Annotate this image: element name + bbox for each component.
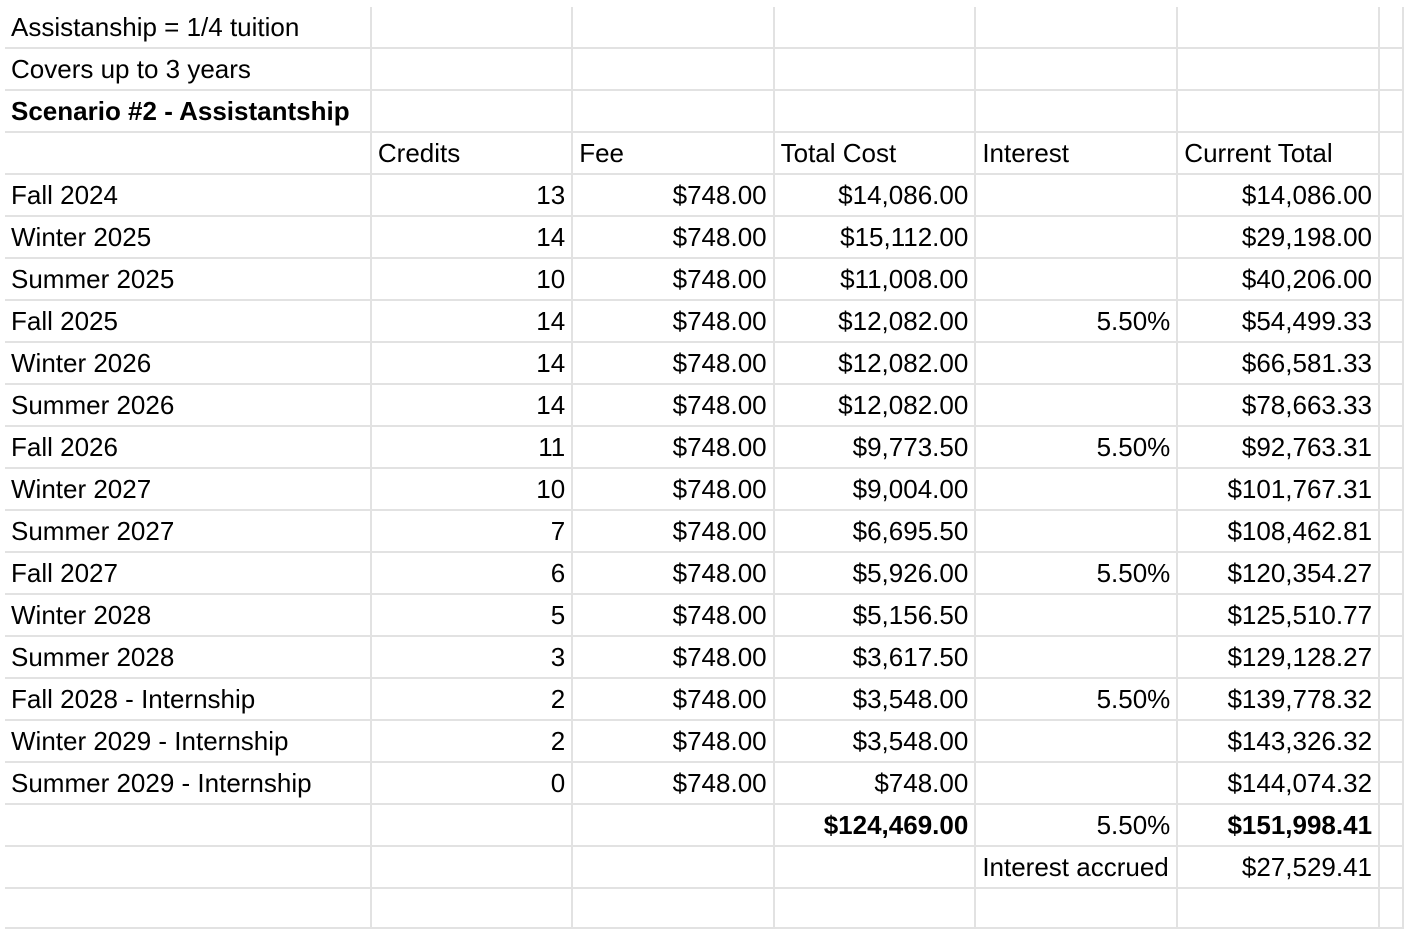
empty-cell[interactable] (774, 90, 976, 132)
empty-cell[interactable] (572, 7, 773, 48)
fee-cell[interactable]: $748.00 (572, 342, 773, 384)
credits-cell[interactable]: 5 (371, 594, 572, 636)
empty-cell[interactable] (975, 48, 1177, 90)
header-fee[interactable]: Fee (572, 132, 773, 174)
header-row (5, 132, 1403, 174)
current-total-cell[interactable]: $139,778.32 (1177, 678, 1379, 720)
header-total-cost[interactable]: Total Cost (774, 132, 976, 174)
current-total-cell[interactable]: $108,462.81 (1177, 510, 1379, 552)
empty-cell[interactable] (1379, 258, 1403, 300)
term-row (5, 678, 1403, 720)
scenario-title-row (5, 90, 1403, 132)
empty-cell[interactable] (774, 7, 976, 48)
current-total-cell[interactable]: $14,086.00 (1177, 174, 1379, 216)
interest-cell[interactable] (975, 762, 1177, 804)
fee-cell[interactable]: $748.00 (572, 510, 773, 552)
empty-cell[interactable] (5, 804, 371, 846)
current-total-cell[interactable]: $120,354.27 (1177, 552, 1379, 594)
interest-cell[interactable] (975, 468, 1177, 510)
term-cell[interactable]: Summer 2025 (5, 258, 371, 300)
spreadsheet-grid (5, 7, 1404, 929)
term-row (5, 300, 1403, 342)
empty-cell[interactable] (1379, 804, 1403, 846)
term-row (5, 216, 1403, 258)
credits-cell[interactable]: 11 (371, 426, 572, 468)
fee-cell[interactable]: $748.00 (572, 552, 773, 594)
term-cell[interactable]: Fall 2024 (5, 174, 371, 216)
empty-cell[interactable] (1379, 552, 1403, 594)
term-cell[interactable]: Summer 2029 - Internship (5, 762, 371, 804)
interest-cell[interactable] (975, 258, 1177, 300)
term-cell[interactable]: Fall 2028 - Internship (5, 678, 371, 720)
empty-cell[interactable] (975, 888, 1177, 928)
interest-accrued-label[interactable]: Interest accrued (975, 846, 1177, 888)
fee-cell[interactable]: $748.00 (572, 720, 773, 762)
empty-cell[interactable] (774, 846, 976, 888)
total-cost-cell[interactable]: $12,082.00 (774, 300, 976, 342)
empty-cell[interactable] (572, 48, 773, 90)
term-cell[interactable]: Winter 2025 (5, 216, 371, 258)
term-cell[interactable]: Winter 2027 (5, 468, 371, 510)
current-total-cell[interactable]: $92,763.31 (1177, 426, 1379, 468)
term-cell[interactable]: Fall 2026 (5, 426, 371, 468)
fee-cell[interactable]: $748.00 (572, 174, 773, 216)
empty-cell[interactable] (371, 90, 572, 132)
credits-cell[interactable]: 6 (371, 552, 572, 594)
interest-cell[interactable] (975, 342, 1177, 384)
empty-cell[interactable] (1379, 636, 1403, 678)
header-credits[interactable]: Credits (371, 132, 572, 174)
note-row (5, 48, 1403, 90)
empty-cell[interactable] (5, 846, 371, 888)
trailing-row (5, 888, 1403, 928)
term-cell[interactable]: Winter 2026 (5, 342, 371, 384)
empty-cell[interactable] (5, 888, 371, 928)
current-total-cell[interactable]: $40,206.00 (1177, 258, 1379, 300)
total-cost-cell[interactable]: $748.00 (774, 762, 976, 804)
interest-cell[interactable] (975, 720, 1177, 762)
credits-cell[interactable]: 14 (371, 300, 572, 342)
fee-cell[interactable]: $748.00 (572, 426, 773, 468)
empty-cell[interactable] (1379, 594, 1403, 636)
empty-cell[interactable] (1379, 426, 1403, 468)
term-cell[interactable]: Summer 2026 (5, 384, 371, 426)
current-total-cell[interactable]: $78,663.33 (1177, 384, 1379, 426)
empty-cell[interactable] (572, 90, 773, 132)
empty-cell[interactable] (1379, 762, 1403, 804)
term-row (5, 552, 1403, 594)
empty-cell[interactable] (572, 888, 773, 928)
scenario-title-cell[interactable]: Scenario #2 - Assistantship (5, 90, 371, 132)
total-cost-cell[interactable]: $3,548.00 (774, 678, 976, 720)
empty-cell[interactable] (1379, 720, 1403, 762)
credits-cell[interactable]: 7 (371, 510, 572, 552)
fee-cell[interactable]: $748.00 (572, 468, 773, 510)
interest-cell[interactable]: 5.50% (975, 678, 1177, 720)
total-cost-cell[interactable]: $3,548.00 (774, 720, 976, 762)
total-cost-cell[interactable]: $15,112.00 (774, 216, 976, 258)
fee-cell[interactable]: $748.00 (572, 384, 773, 426)
term-cell[interactable]: Summer 2028 (5, 636, 371, 678)
empty-cell[interactable] (774, 888, 976, 928)
total-cost-cell[interactable]: $3,617.50 (774, 636, 976, 678)
total-cost-cell[interactable]: $9,773.50 (774, 426, 976, 468)
term-cell[interactable]: Winter 2028 (5, 594, 371, 636)
credits-cell[interactable]: 10 (371, 258, 572, 300)
current-total-cell[interactable]: $54,499.33 (1177, 300, 1379, 342)
grand-current-total[interactable]: $151,998.41 (1177, 804, 1379, 846)
empty-cell[interactable] (1379, 300, 1403, 342)
credits-cell[interactable]: 14 (371, 384, 572, 426)
empty-cell[interactable] (1177, 888, 1379, 928)
fee-cell[interactable]: $748.00 (572, 216, 773, 258)
term-row (5, 594, 1403, 636)
credits-cell[interactable]: 2 (371, 678, 572, 720)
empty-cell[interactable] (1177, 48, 1379, 90)
empty-cell[interactable] (1379, 90, 1403, 132)
interest-accrued-value[interactable]: $27,529.41 (1177, 846, 1379, 888)
interest-cell[interactable] (975, 510, 1177, 552)
totals-interest-rate[interactable]: 5.50% (975, 804, 1177, 846)
empty-cell[interactable] (1379, 48, 1403, 90)
empty-cell[interactable] (5, 132, 371, 174)
interest-cell[interactable] (975, 216, 1177, 258)
interest-cell[interactable] (975, 594, 1177, 636)
term-row (5, 342, 1403, 384)
empty-cell[interactable] (1379, 510, 1403, 552)
current-total-cell[interactable]: $144,074.32 (1177, 762, 1379, 804)
credits-cell[interactable]: 13 (371, 174, 572, 216)
totals-row (5, 804, 1403, 846)
credits-cell[interactable]: 3 (371, 636, 572, 678)
empty-cell[interactable] (371, 846, 572, 888)
empty-cell[interactable] (1177, 90, 1379, 132)
current-total-cell[interactable]: $66,581.33 (1177, 342, 1379, 384)
total-cost-cell[interactable]: $12,082.00 (774, 384, 976, 426)
credits-cell[interactable]: 14 (371, 216, 572, 258)
empty-cell[interactable] (975, 90, 1177, 132)
term-row (5, 426, 1403, 468)
total-cost-cell[interactable]: $12,082.00 (774, 342, 976, 384)
current-total-cell[interactable]: $29,198.00 (1177, 216, 1379, 258)
term-row (5, 174, 1403, 216)
empty-cell[interactable] (1379, 7, 1403, 48)
fee-cell[interactable]: $748.00 (572, 762, 773, 804)
interest-cell[interactable] (975, 636, 1177, 678)
empty-cell[interactable] (371, 48, 572, 90)
total-cost-cell[interactable]: $6,695.50 (774, 510, 976, 552)
total-cost-cell[interactable]: $5,926.00 (774, 552, 976, 594)
current-total-cell[interactable]: $129,128.27 (1177, 636, 1379, 678)
fee-cell[interactable]: $748.00 (572, 258, 773, 300)
term-cell[interactable]: Fall 2025 (5, 300, 371, 342)
fee-cell[interactable]: $748.00 (572, 678, 773, 720)
empty-cell[interactable] (1379, 174, 1403, 216)
credits-cell[interactable]: 0 (371, 762, 572, 804)
empty-cell[interactable] (1177, 7, 1379, 48)
total-cost-cell[interactable]: $14,086.00 (774, 174, 976, 216)
empty-cell[interactable] (572, 846, 773, 888)
interest-cell[interactable]: 5.50% (975, 300, 1177, 342)
empty-cell[interactable] (1379, 468, 1403, 510)
empty-cell[interactable] (371, 804, 572, 846)
note-cell[interactable]: Covers up to 3 years (5, 48, 371, 90)
empty-cell[interactable] (1379, 384, 1403, 426)
term-row (5, 636, 1403, 678)
interest-accrued-row (5, 846, 1403, 888)
note-row (5, 7, 1403, 48)
empty-cell[interactable] (1379, 132, 1403, 174)
term-row (5, 510, 1403, 552)
term-row (5, 258, 1403, 300)
term-row (5, 720, 1403, 762)
interest-cell[interactable]: 5.50% (975, 426, 1177, 468)
empty-cell[interactable] (371, 7, 572, 48)
total-cost-cell[interactable]: $5,156.50 (774, 594, 976, 636)
empty-cell[interactable] (1379, 216, 1403, 258)
current-total-cell[interactable]: $143,326.32 (1177, 720, 1379, 762)
empty-cell[interactable] (1379, 888, 1403, 928)
empty-cell[interactable] (1379, 678, 1403, 720)
credits-cell[interactable]: 10 (371, 468, 572, 510)
interest-cell[interactable]: 5.50% (975, 552, 1177, 594)
term-row (5, 384, 1403, 426)
empty-cell[interactable] (1379, 342, 1403, 384)
empty-cell[interactable] (572, 804, 773, 846)
interest-cell[interactable] (975, 384, 1177, 426)
current-total-cell[interactable]: $101,767.31 (1177, 468, 1379, 510)
interest-cell[interactable] (975, 174, 1177, 216)
header-current-total[interactable]: Current Total (1177, 132, 1379, 174)
empty-cell[interactable] (975, 7, 1177, 48)
total-cost-cell[interactable]: $11,008.00 (774, 258, 976, 300)
term-cell[interactable]: Summer 2027 (5, 510, 371, 552)
empty-cell[interactable] (371, 888, 572, 928)
header-interest[interactable]: Interest (975, 132, 1177, 174)
term-row (5, 762, 1403, 804)
empty-cell[interactable] (774, 48, 976, 90)
term-cell[interactable]: Winter 2029 - Internship (5, 720, 371, 762)
fee-cell[interactable]: $748.00 (572, 594, 773, 636)
current-total-cell[interactable]: $125,510.77 (1177, 594, 1379, 636)
total-cost-cell[interactable]: $9,004.00 (774, 468, 976, 510)
term-row (5, 468, 1403, 510)
empty-cell[interactable] (1379, 846, 1403, 888)
grand-total-cost[interactable]: $124,469.00 (774, 804, 976, 846)
note-cell[interactable]: Assistanship = 1/4 tuition (5, 7, 371, 48)
fee-cell[interactable]: $748.00 (572, 300, 773, 342)
credits-cell[interactable]: 2 (371, 720, 572, 762)
credits-cell[interactable]: 14 (371, 342, 572, 384)
term-cell[interactable]: Fall 2027 (5, 552, 371, 594)
fee-cell[interactable]: $748.00 (572, 636, 773, 678)
